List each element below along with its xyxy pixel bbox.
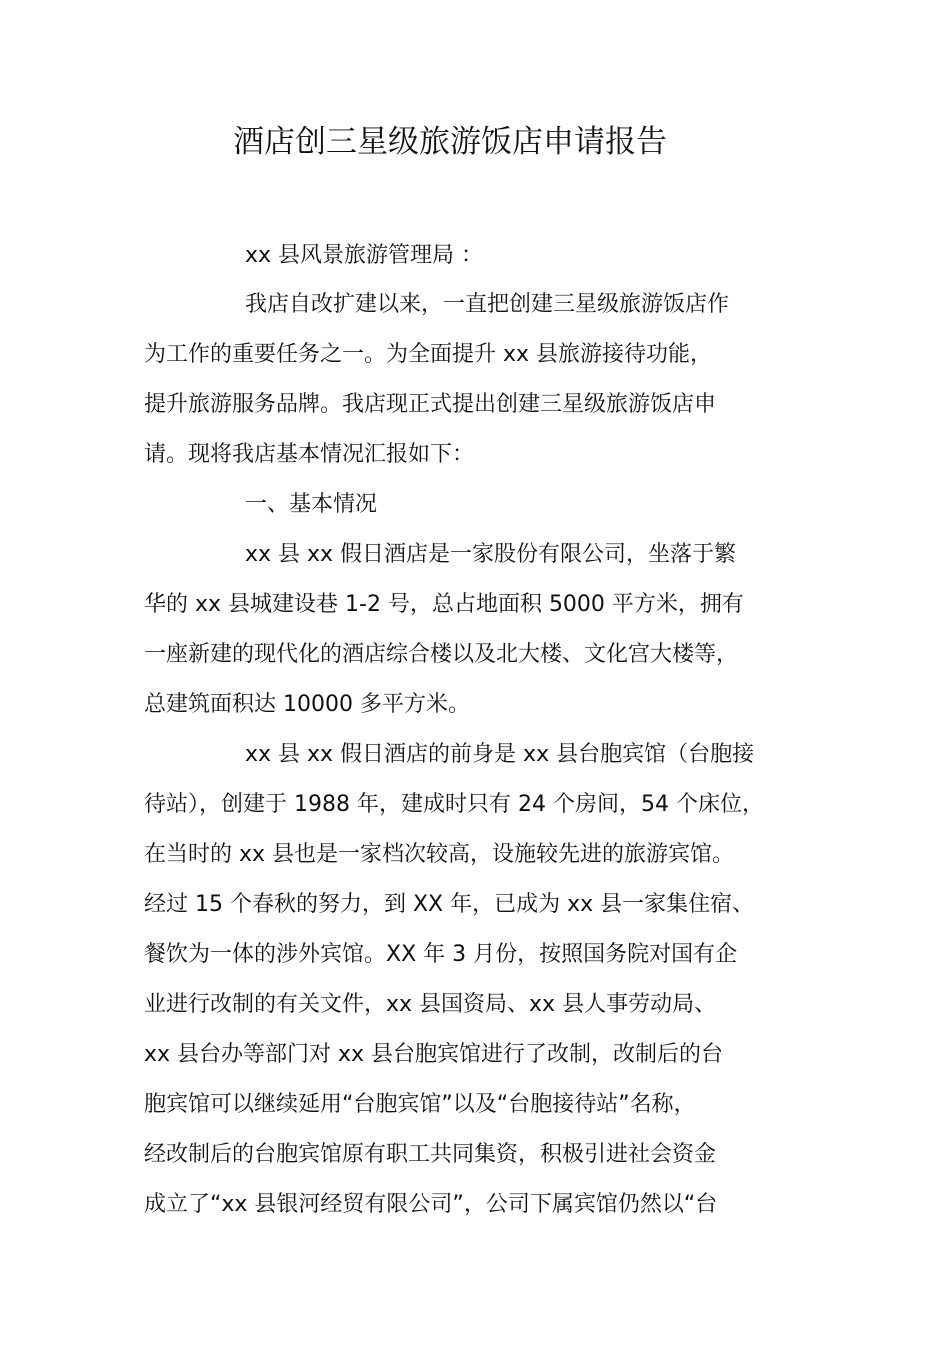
paragraph-line: 在当时的 xx 县也是一家档次较高，设施较先进的旅游宾馆。 xyxy=(144,842,735,867)
addressee-line: xx 县风景旅游管理局 ： xyxy=(245,243,484,268)
paragraph-line: 华的 xx 县城建设巷 1-2 号，总占地面积 5000 平方米，拥有 xyxy=(144,592,744,617)
paragraph-line: 总建筑面积达 10000 多平方米。 xyxy=(144,692,470,717)
section-heading: 一、基本情况 xyxy=(245,492,378,517)
paragraph-line: 经过 15 个春秋的努力，到 XX 年，已成为 xx 县一家集住宿、 xyxy=(144,892,755,917)
paragraph-line: 待站），创建于 1988 年，建成时只有 24 个房间，54 个床位， xyxy=(144,792,764,817)
paragraph-line: 为工作的重要任务之一。为全面提升 xx 县旅游接待功能， xyxy=(144,342,713,367)
paragraph-line: xx 县 xx 假日酒店的前身是 xx 县台胞宾馆（台胞接 xyxy=(245,742,755,767)
paragraph-line: xx 县 xx 假日酒店是一家股份有限公司，坐落于繁 xyxy=(245,542,737,567)
paragraph-line: 业进行改制的有关文件，xx 县国资局、xx 县人事劳动局、 xyxy=(144,992,717,1017)
paragraph-line: 请。现将我店基本情况汇报如下： xyxy=(144,442,475,467)
paragraph-line: 成立了“xx 县银河经贸有限公司”，公司下属宾馆仍然以“台 xyxy=(144,1192,718,1217)
paragraph-line: 我店自改扩建以来，一直把创建三星级旅游饭店作 xyxy=(245,292,730,317)
paragraph-line: 一座新建的现代化的酒店综合楼以及北大楼、文化宫大楼等， xyxy=(144,642,739,667)
paragraph-line: 经改制后的台胞宾馆原有职工共同集资，积极引进社会资金 xyxy=(144,1142,717,1167)
paragraph-line: 提升旅游服务品牌。我店现正式提出创建三星级旅游饭店申 xyxy=(144,392,717,417)
paragraph-line: 餐饮为一体的涉外宾馆。XX 年 3 月份，按照国务院对国有企 xyxy=(144,942,738,967)
document-title: 酒店创三星级旅游饭店申请报告 xyxy=(233,124,667,160)
paragraph-line: 胞宾馆可以继续延用“台胞宾馆”以及“台胞接待站”名称， xyxy=(144,1092,696,1117)
paragraph-line: xx 县台办等部门对 xx 县台胞宾馆进行了改制，改制后的台 xyxy=(144,1042,724,1067)
